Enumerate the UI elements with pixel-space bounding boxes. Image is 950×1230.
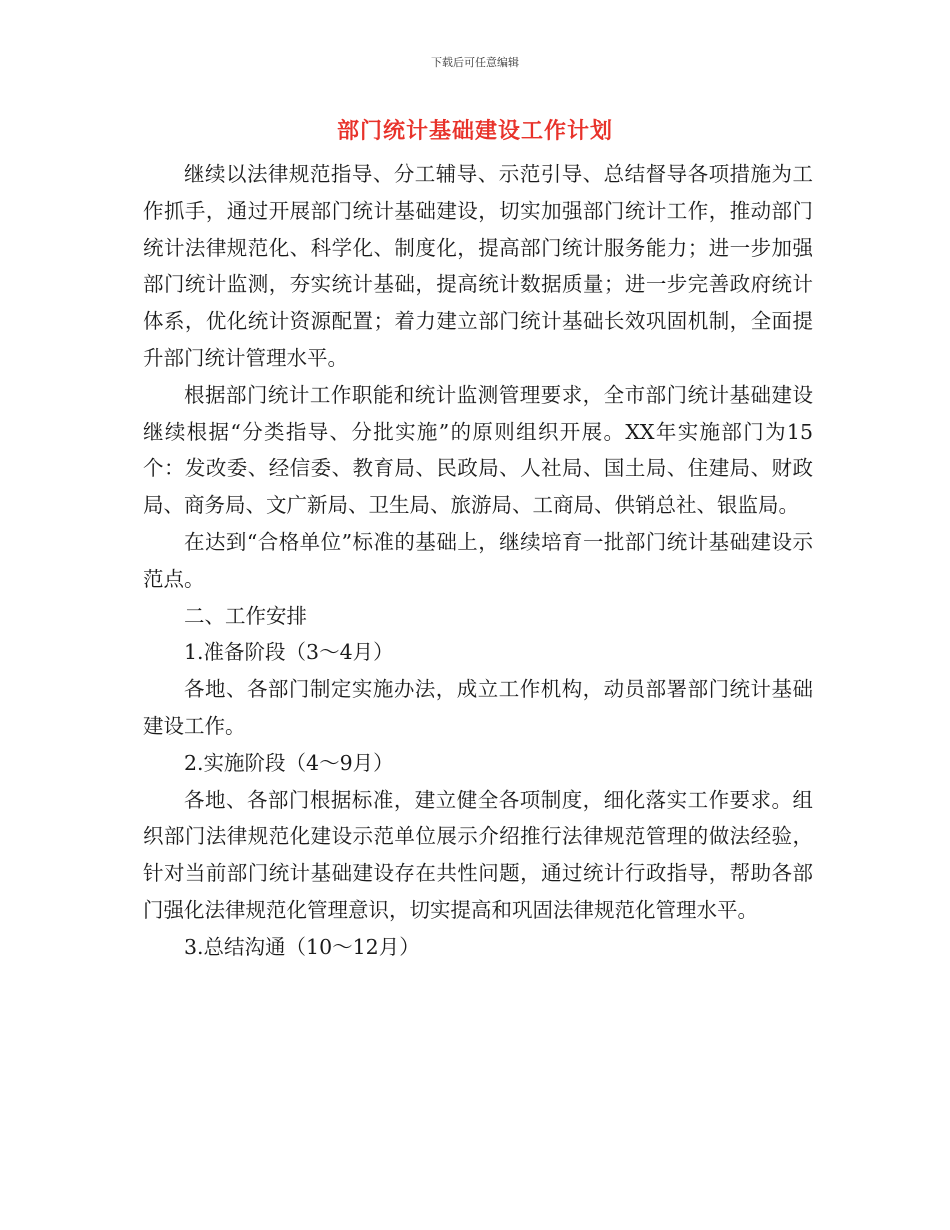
- document-body: [143, 156, 813, 966]
- paragraph: 继续以法律规范指导、分工辅导、示范引导、总结督导各项措施为工作抓手，通过开展部门统计基础建设，切实加强部门统计工作，推动部门统计法律规范化、科学化、制度化，提高部门统计服务能力；进一步加强部门统计监测，夯实统计基础，提高统计数据质量；进一步完善政府统计体系，优化统计资源配置；着力建立部门统计基础长效巩固机制，全面提升部门统计管理水平。: [143, 162, 813, 370]
- subsection-heading: 2.实施阶段（4～9月）: [184, 750, 394, 775]
- paragraph: 各地、各部门制定实施办法，成立工作机构，动员部署部门统计基础建设工作。: [143, 677, 813, 738]
- paragraph: 在达到“合格单位”标准的基础上，继续培育一批部门统计基础建设示范点。: [143, 529, 813, 591]
- subsection-heading: 3.总结沟通（10～12月）: [184, 934, 420, 959]
- paragraph: 各地、各部门根据标准，建立健全各项制度，细化落实工作要求。组织部门法律规范化建设示范单位展示介绍推行法律规范管理的做法经验，针对当前部门统计基础建设存在共性问题，通过统计行政指导，帮助各部门强化法律规范化管理意识，切实提高和巩固法律规范化管理水平。: [143, 787, 813, 922]
- document-title: 部门统计基础建设工作计划: [336, 119, 613, 144]
- section-heading: 二、工作安排: [184, 603, 307, 628]
- header-note: 下载后可任意编辑: [431, 56, 519, 69]
- paragraph: 根据部门统计工作职能和统计监测管理要求，全市部门统计基础建设继续根据“分类指导、分批实施”的原则组织开展。XX年实施部门为15个：发改委、经信委、教育局、民政局、人社局、国土局、住建局、财政局、商务局、文广新局、卫生局、旅游局、工商局、供销总社、银监局。: [143, 382, 813, 518]
- subsection-heading: 1.准备阶段（3～4月）: [184, 640, 394, 665]
